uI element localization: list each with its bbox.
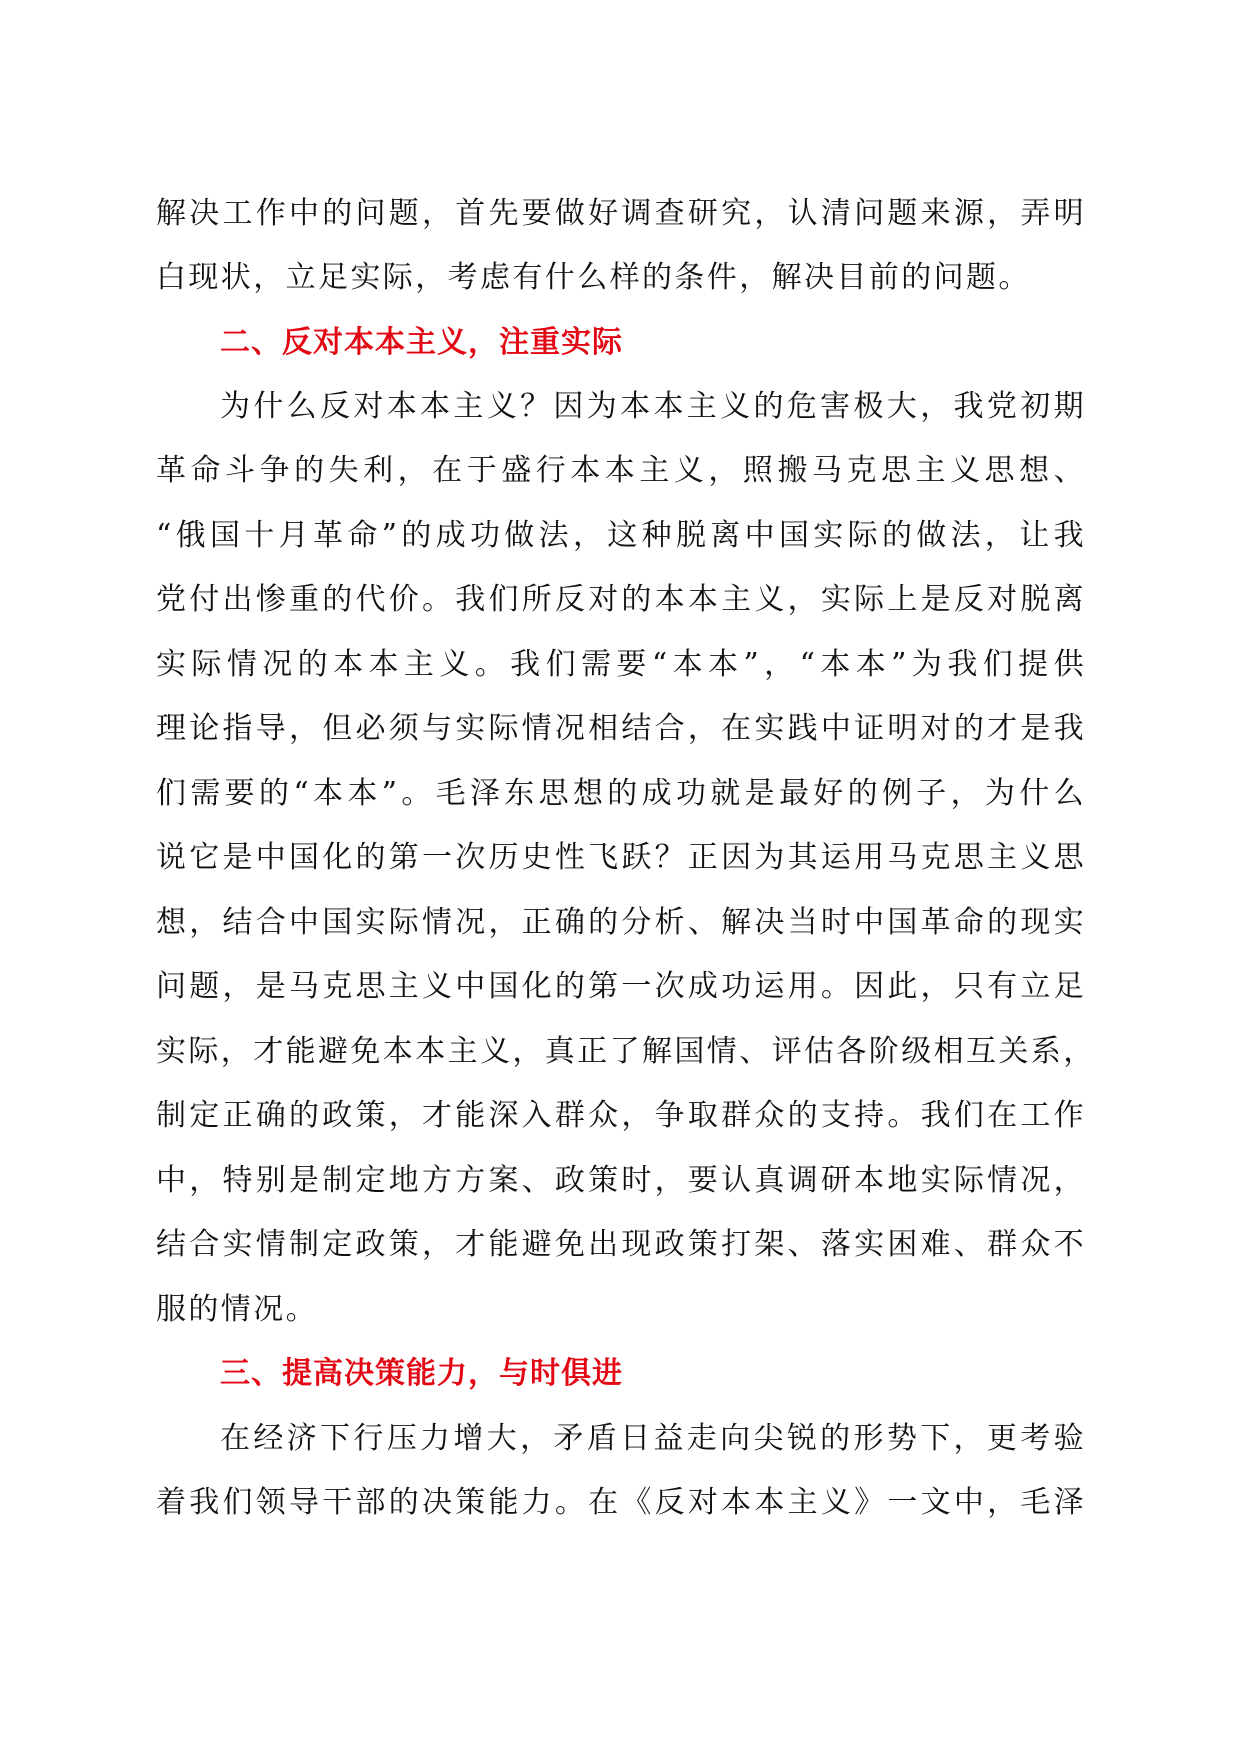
body-line-16: 结合实情制定政策，才能避免出现政策打架、落实困难、群众不	[156, 1227, 1086, 1262]
body-line-1: 解决工作中的问题，首先要做好调查研究，认清问题来源，弄明	[156, 196, 1086, 231]
body-line-2: 白现状，立足实际，考虑有什么样的条件，解决目前的问题。	[156, 260, 1031, 295]
body-line-18: 在经济下行压力增大，矛盾日益走向尖锐的形势下，更考验	[220, 1421, 1086, 1456]
body-line-17: 服的情况。	[156, 1292, 318, 1327]
body-line-12: 问题，是马克思主义中国化的第一次成功运用。因此，只有立足	[156, 969, 1086, 1004]
section-heading-2: 二、反对本本主义，注重实际	[220, 325, 623, 360]
body-line-10: 说它是中国化的第一次历史性飞跃？正因为其运用马克思主义思	[156, 840, 1086, 875]
body-line-3: 为什么反对本本主义？因为本本主义的危害极大，我党初期	[220, 389, 1086, 424]
body-line-9: 们需要的“本本”。毛泽东思想的成功就是最好的例子，为什么	[156, 776, 1086, 811]
body-line-19: 着我们领导干部的决策能力。在《反对本本主义》一文中，毛泽	[156, 1485, 1086, 1520]
body-line-8: 理论指导，但必须与实际情况相结合，在实践中证明对的才是我	[156, 711, 1086, 746]
body-line-14: 制定正确的政策，才能深入群众，争取群众的支持。我们在工作	[156, 1098, 1086, 1133]
body-line-7: 实际情况的本本主义。我们需要“本本”，“本本”为我们提供	[156, 647, 1086, 682]
body-line-5: “俄国十月革命”的成功做法，这种脱离中国实际的做法，让我	[156, 518, 1086, 553]
body-line-15: 中，特别是制定地方方案、政策时，要认真调研本地实际情况，	[156, 1163, 1086, 1198]
body-line-4: 革命斗争的失利，在于盛行本本主义，照搬马克思主义思想、	[156, 453, 1086, 488]
body-line-13: 实际，才能避免本本主义，真正了解国情、评估各阶级相互关系，	[156, 1034, 1096, 1069]
section-heading-3: 三、提高决策能力，与时俱进	[220, 1356, 623, 1391]
body-line-11: 想，结合中国实际情况，正确的分析、解决当时中国革命的现实	[156, 905, 1086, 940]
body-line-6: 党付出惨重的代价。我们所反对的本本主义，实际上是反对脱离	[156, 582, 1086, 617]
